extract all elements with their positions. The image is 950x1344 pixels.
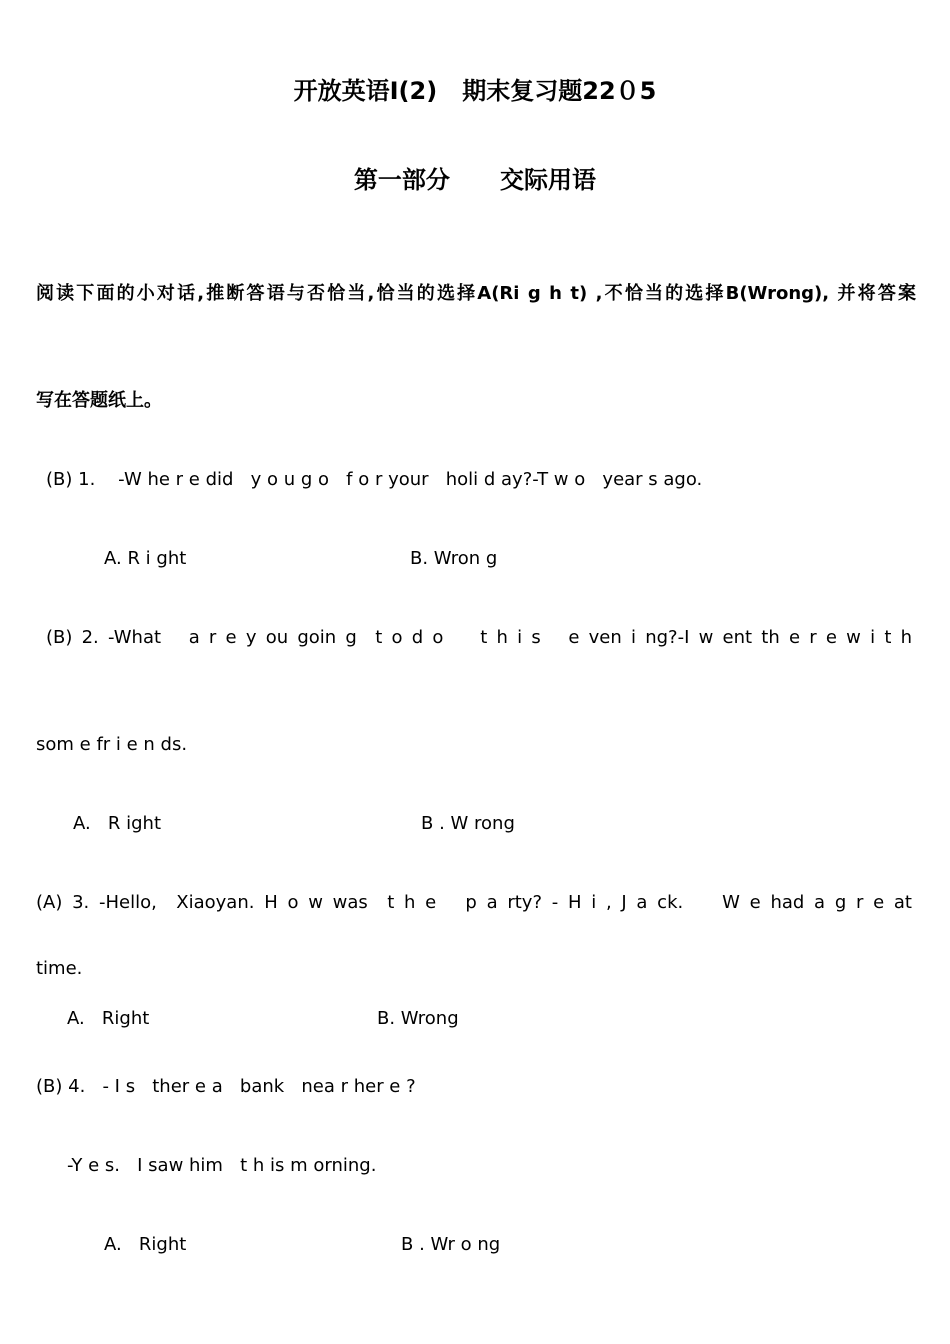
question-4-option-a: A. Right (104, 1234, 187, 1255)
instruction-line-2: 写在答题纸上。 (36, 390, 162, 411)
document-title: 开放英语Ⅰ(2) 期末复习题22０5 (293, 77, 657, 105)
instruction-line-1: 阅读下面的小对话,推断答语与否恰当,恰当的选择A(Ri g h t) ,不恰当的选择B(Wrong), 并将答案 (36, 283, 916, 304)
question-4-text-continued: -Y e s. I saw him t h is m orning. (67, 1155, 377, 1176)
question-4-text: (B) 4. - I s ther e a bank nea r her e ? (36, 1076, 416, 1097)
part-heading: 第一部分 交际用语 (353, 166, 597, 194)
question-2-option-a: A. R ight (73, 813, 162, 834)
question-3-text-continued: time. (36, 958, 83, 979)
question-1-option-b: B. Wron g (410, 548, 498, 569)
question-3-option-a: A. Right (67, 1008, 150, 1029)
question-1-option-a: A. R i ght (104, 548, 187, 569)
question-4-option-b: B . Wr o ng (401, 1234, 501, 1255)
question-3-text: (A) 3. -Hello, Xiaoyan. H o w was t h e p a rty? - H i , J a ck. W e had a g r e at (36, 892, 912, 913)
question-2-option-b: B . W rong (421, 813, 515, 834)
question-3-option-b: B. Wrong (377, 1008, 459, 1029)
question-2-text: (B) 2. -What a r e y ou goin g t o d o t h i s e ven i ng?-I w ent th e r e w i t h (46, 627, 912, 648)
question-2-text-continued: som e fr i e n ds. (36, 734, 188, 755)
question-1-text: (B) 1. -W he r e did y o u g o f o r your holi d ay?-T w o year s ago. (46, 469, 703, 490)
